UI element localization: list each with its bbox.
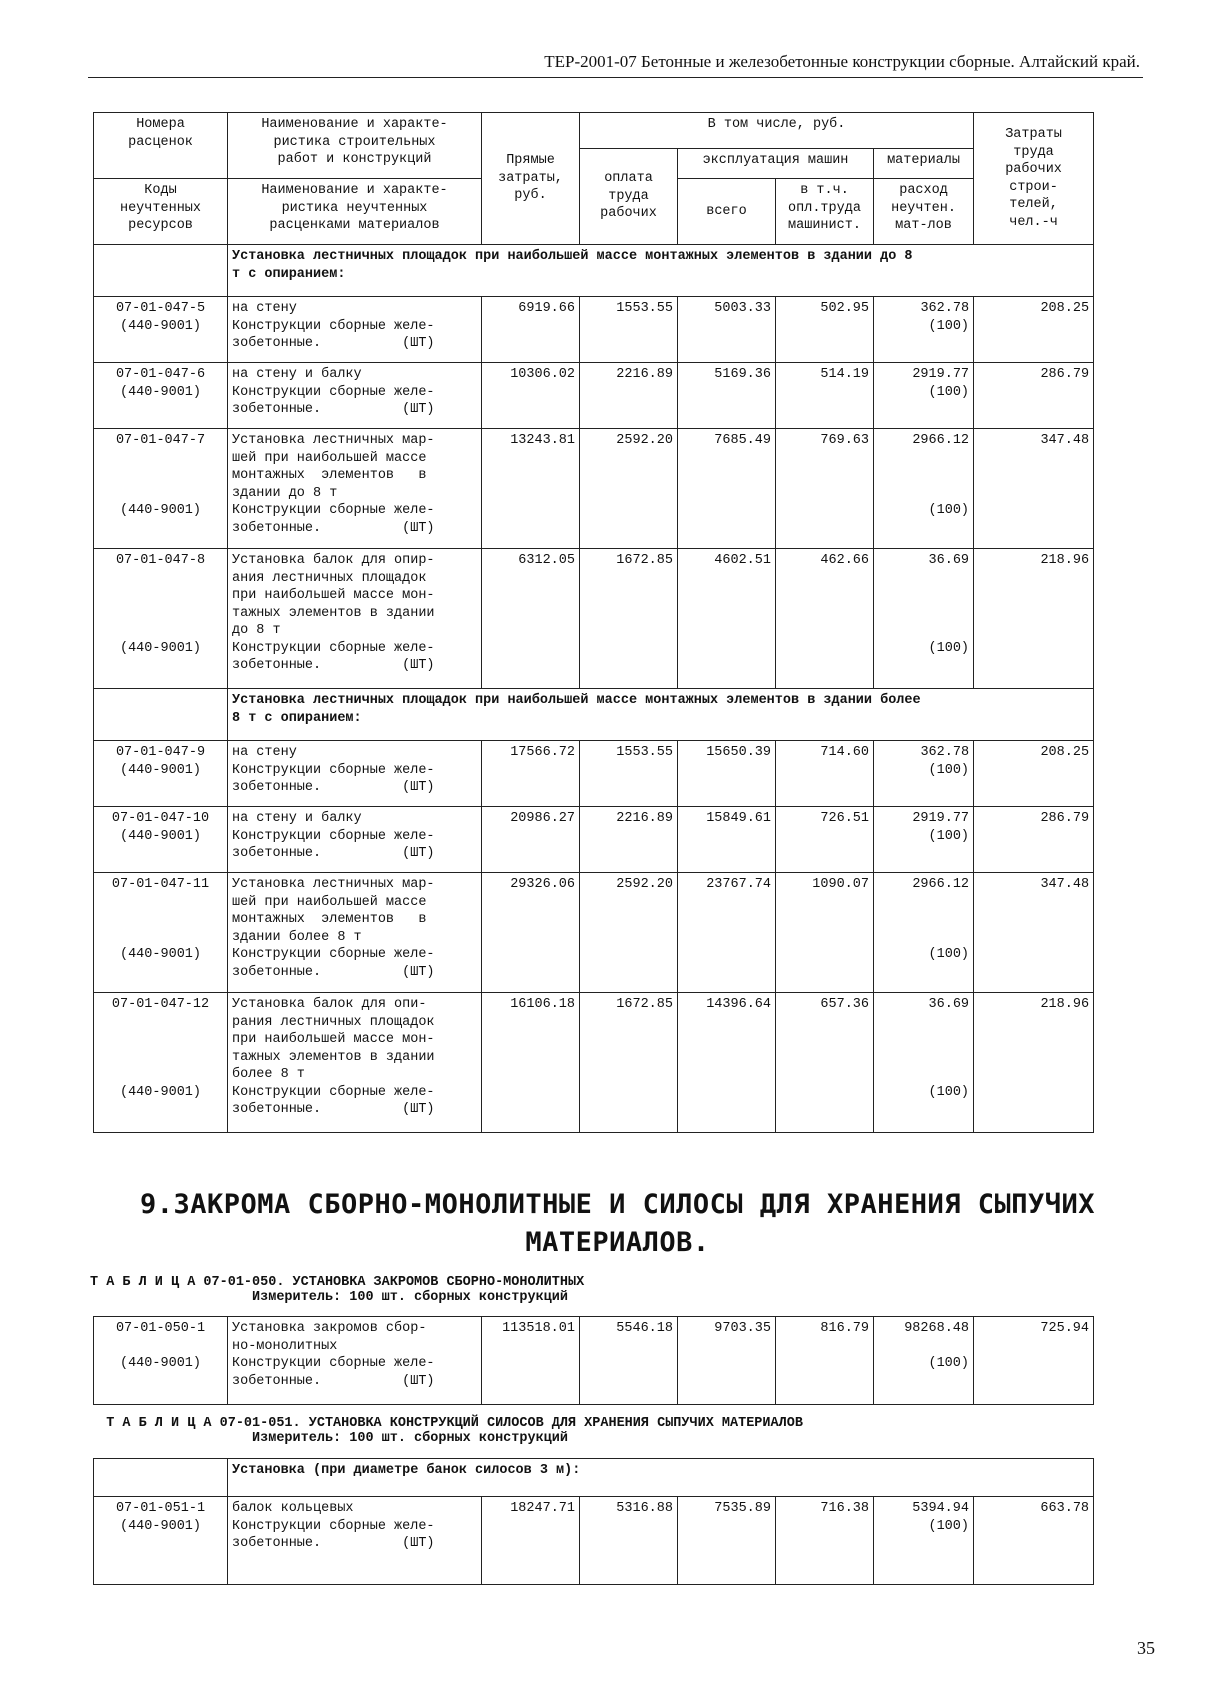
col-name-header: Наименование и характе- ристика строительных работ и конструкций — [228, 113, 482, 179]
row-direct: 6919.66 — [482, 297, 580, 363]
row-labor: 663.78 — [974, 1497, 1094, 1585]
row-inclpay: 726.51 — [776, 807, 874, 873]
row-all: 14396.64 — [678, 993, 776, 1133]
row-direct: 20986.27 — [482, 807, 580, 873]
col-direct-header: Прямые затраты, руб. — [482, 113, 580, 245]
row-labor: 286.79 — [974, 363, 1094, 429]
row-mat: 2966.12 (100) — [874, 429, 974, 549]
row-mat: 2919.77 (100) — [874, 363, 974, 429]
row-code: 07-01-051-1 (440-9001) — [94, 1497, 228, 1585]
row-mat: 98268.48 (100) — [874, 1317, 974, 1405]
col-all-header: всего — [678, 179, 776, 245]
row-all: 23767.74 — [678, 873, 776, 993]
row-name: Установка закромов сбор- но-монолитных Конструкции сборные желе- зобетонные. (ШТ) — [228, 1317, 482, 1405]
group-row: Установка (при диаметре банок силосов 3 м): — [228, 1459, 1094, 1497]
row-direct: 10306.02 — [482, 363, 580, 429]
row-name: балок кольцевых Конструкции сборные желе- зобетонные. (ШТ) — [228, 1497, 482, 1585]
col-materials-header: материалы — [874, 149, 974, 179]
row-labor: 347.48 — [974, 873, 1094, 993]
row-code: 07-01-047-6 (440-9001) — [94, 363, 228, 429]
col-codes2-header: Коды неучтенных ресурсов — [94, 179, 228, 245]
row-mat: 2966.12 (100) — [874, 873, 974, 993]
row-mat: 36.69 (100) — [874, 549, 974, 689]
row-inclpay: 1090.07 — [776, 873, 874, 993]
row-direct: 16106.18 — [482, 993, 580, 1133]
header-rule — [88, 77, 1143, 78]
group-row: Установка лестничных площадок при наибольшей массе монтажных элементов в здании более 8 т с опиранием: — [228, 689, 1094, 741]
col-codes-header: Номера расценок — [94, 113, 228, 179]
row-code: 07-01-047-12 (440-9001) — [94, 993, 228, 1133]
row-all: 9703.35 — [678, 1317, 776, 1405]
row-name: на стену Конструкции сборные желе- зобетонные. (ШТ) — [228, 297, 482, 363]
col-machines-header: эксплуатация машин — [678, 149, 874, 179]
page-number: 35 — [1137, 1638, 1155, 1658]
row-all: 5169.36 — [678, 363, 776, 429]
row-labor: 725.94 — [974, 1317, 1094, 1405]
row-pay: 1553.55 — [580, 297, 678, 363]
row-inclpay: 462.66 — [776, 549, 874, 689]
row-direct: 17566.72 — [482, 741, 580, 807]
col-labor-header: Затраты труда рабочих строи- телей, чел.-ч — [974, 113, 1094, 245]
row-direct: 13243.81 — [482, 429, 580, 549]
row-mat: 2919.77 (100) — [874, 807, 974, 873]
table-050 — [93, 1316, 1094, 1405]
row-all: 4602.51 — [678, 549, 776, 689]
col-usage-header: расход неучтен. мат-лов — [874, 179, 974, 245]
row-pay: 5316.88 — [580, 1497, 678, 1585]
table-050-caption: Т А Б Л И Ц А 07-01-050. УСТАНОВКА ЗАКРОМОВ СБОРНО-МОНОЛИТНЫХ Измеритель: 100 шт. сборных конструкций — [90, 1275, 585, 1305]
section-title: 9.ЗАКРОМА СБОРНО-МОНОЛИТНЫЕ И СИЛОСЫ ДЛЯ ХРАНЕНИЯ СЫПУЧИХ МАТЕРИАЛОВ. — [139, 1189, 1096, 1258]
row-all: 5003.33 — [678, 297, 776, 363]
row-labor: 347.48 — [974, 429, 1094, 549]
row-inclpay: 514.19 — [776, 363, 874, 429]
group-row: Установка лестничных площадок при наибольшей массе монтажных элементов в здании до 8 т с опиранием: — [228, 245, 1094, 297]
row-name: Установка балок для опи- рания лестничных площадок при наибольшей массе мон- тажных элементов в здании более 8 т Конструкции сборные желе- зобетонные. (ШТ) — [228, 993, 482, 1133]
row-inclpay: 816.79 — [776, 1317, 874, 1405]
row-direct: 113518.01 — [482, 1317, 580, 1405]
row-name: Установка лестничных мар- шей при наибольшей массе монтажных элементов в здании до 8 т Конструкции сборные желе- зобетонные. (ШТ) — [228, 429, 482, 549]
row-pay: 2592.20 — [580, 429, 678, 549]
row-direct: 29326.06 — [482, 873, 580, 993]
row-inclpay: 769.63 — [776, 429, 874, 549]
row-inclpay: 657.36 — [776, 993, 874, 1133]
row-name: Установка лестничных мар- шей при наибольшей массе монтажных элементов в здании более 8 т Конструкции сборные желе- зобетонные. (ШТ) — [228, 873, 482, 993]
row-code: 07-01-047-5 (440-9001) — [94, 297, 228, 363]
row-code: 07-01-047-8 (440-9001) — [94, 549, 228, 689]
col-name2-header: Наименование и характе- ристика неучтенных расценками материалов — [228, 179, 482, 245]
row-all: 15849.61 — [678, 807, 776, 873]
row-code: 07-01-047-9 (440-9001) — [94, 741, 228, 807]
row-all: 15650.39 — [678, 741, 776, 807]
row-code: 07-01-047-7 (440-9001) — [94, 429, 228, 549]
row-labor: 286.79 — [974, 807, 1094, 873]
row-pay: 1672.85 — [580, 549, 678, 689]
row-name: на стену Конструкции сборные желе- зобетонные. (ШТ) — [228, 741, 482, 807]
col-pay-header: оплата труда рабочих — [580, 149, 678, 245]
row-pay: 2216.89 — [580, 807, 678, 873]
row-mat: 362.78 (100) — [874, 297, 974, 363]
row-pay: 1553.55 — [580, 741, 678, 807]
row-code: 07-01-047-11 (440-9001) — [94, 873, 228, 993]
col-incl-header: В том числе, руб. — [580, 113, 974, 149]
row-inclpay: 716.38 — [776, 1497, 874, 1585]
table-051-caption: Т А Б Л И Ц А 07-01-051. УСТАНОВКА КОНСТРУКЦИЙ СИЛОСОВ ДЛЯ ХРАНЕНИЯ СЫПУЧИХ МАТЕРИАЛОВ Измеритель: 100 шт. сборных конструкций — [106, 1416, 803, 1446]
row-labor: 208.25 — [974, 297, 1094, 363]
row-code: 07-01-050-1 (440-9001) — [94, 1317, 228, 1405]
row-mat: 362.78 (100) — [874, 741, 974, 807]
row-labor: 218.96 — [974, 549, 1094, 689]
row-all: 7535.89 — [678, 1497, 776, 1585]
row-code: 07-01-047-10 (440-9001) — [94, 807, 228, 873]
row-labor: 208.25 — [974, 741, 1094, 807]
main-table — [93, 112, 1094, 1133]
row-direct: 6312.05 — [482, 549, 580, 689]
row-pay: 2592.20 — [580, 873, 678, 993]
row-inclpay: 502.95 — [776, 297, 874, 363]
row-mat: 36.69 (100) — [874, 993, 974, 1133]
row-name: Установка балок для опир- ания лестничных площадок при наибольшей массе мон- тажных элементов в здании до 8 т Конструкции сборные желе- зобетонные. (ШТ) — [228, 549, 482, 689]
table-051 — [93, 1458, 1094, 1585]
page-header: ТЕР-2001-07 Бетонные и железобетонные конструкции сборные. Алтайский край. — [544, 52, 1140, 71]
row-labor: 218.96 — [974, 993, 1094, 1133]
row-inclpay: 714.60 — [776, 741, 874, 807]
row-pay: 5546.18 — [580, 1317, 678, 1405]
row-mat: 5394.94 (100) — [874, 1497, 974, 1585]
row-direct: 18247.71 — [482, 1497, 580, 1585]
row-name: на стену и балку Конструкции сборные желе- зобетонные. (ШТ) — [228, 363, 482, 429]
row-all: 7685.49 — [678, 429, 776, 549]
row-pay: 1672.85 — [580, 993, 678, 1133]
row-name: на стену и балку Конструкции сборные желе- зобетонные. (ШТ) — [228, 807, 482, 873]
row-pay: 2216.89 — [580, 363, 678, 429]
col-inclpay-header: в т.ч. опл.труда машинист. — [776, 179, 874, 245]
